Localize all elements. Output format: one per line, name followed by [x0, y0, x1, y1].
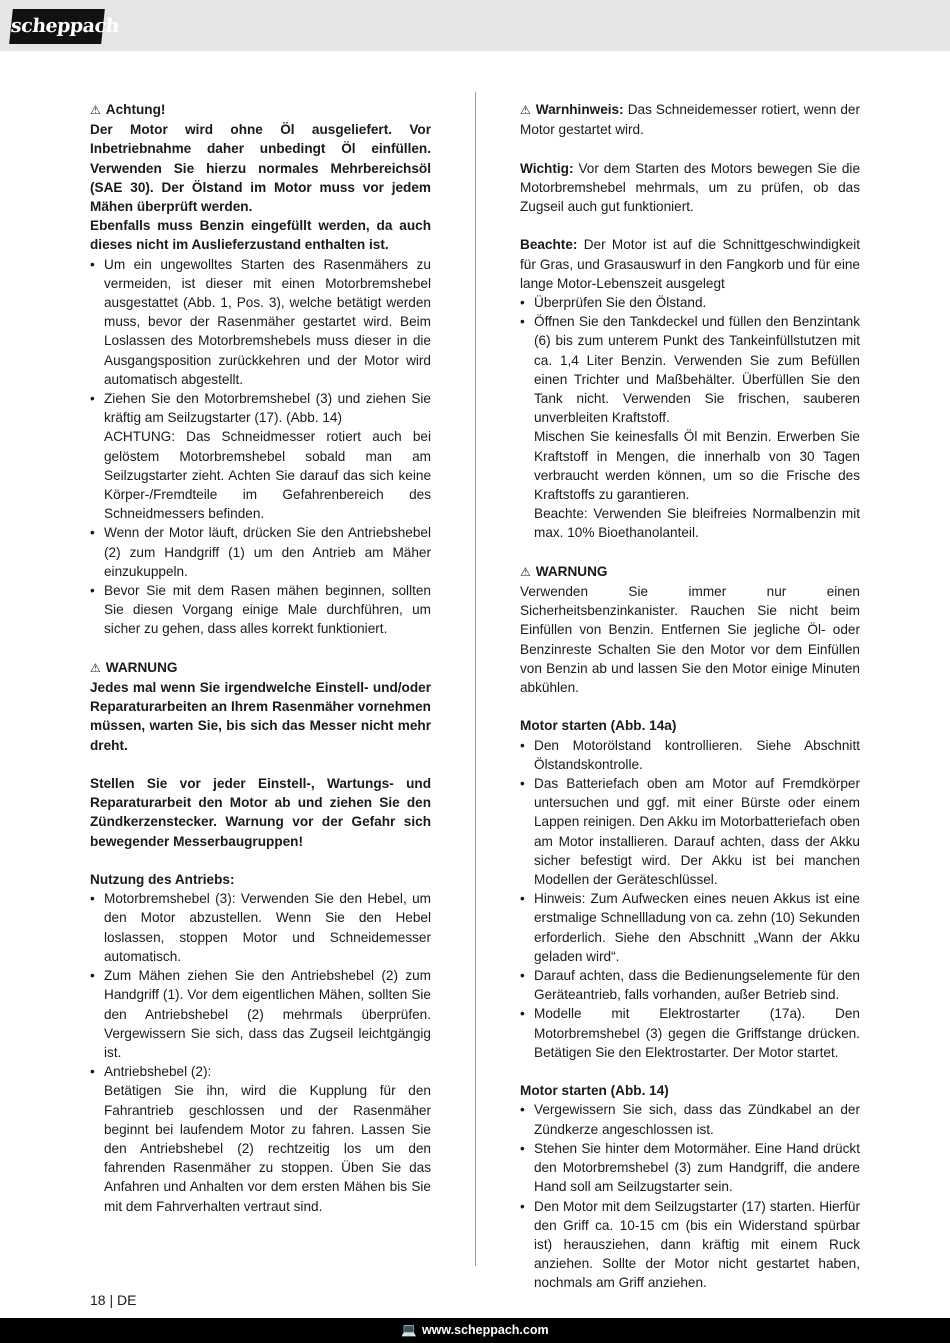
list-item-text: Überprüfen Sie den Ölstand. [534, 295, 707, 310]
list-item [520, 1100, 860, 1138]
antrieb-list [90, 889, 431, 1215]
warnhinweis-text: Das Schneidemesser rotiert, wenn der Motor gestartet wird. [520, 102, 861, 138]
page-number: 18 | DE [90, 1292, 137, 1308]
list-item-text: Zum Mähen ziehen Sie den Antriebshebel (2) zum Handgriff (1). Vor dem eigentlichen Mähen, sollten Sie den Antriebshebel (2) mehrmals überprüfen. Vergewissern Sie sich, dass das Zugseil leichtgängig ist. [104, 968, 431, 1060]
list-item [520, 889, 860, 966]
motor-starten-14a-title: Motor starten (Abb. 14a) [520, 718, 677, 734]
list-item-text: Den Motorölstand kontrollieren. Siehe Abschnitt Ölstandskontrolle. [534, 737, 860, 772]
list-item-text: • Antriebshebel (2): [104, 1064, 212, 1080]
warning-triangle-icon: ⚠ [90, 660, 101, 675]
list-item-text: Modelle mit Elektrostarter (17a). Den Motorbremshebel (3) gegen die Griffstange drücken. Betätigen Sie den Elektrostarter. Der Motor startet. [534, 1006, 860, 1060]
warning-triangle-icon: ⚠ [90, 103, 101, 117]
list-item-text: Den Motor mit dem Seilzugstarter (17) starten. Hierfür den Griff ca. 10-15 cm (bis ein Widerstand spürbar ist) herausziehen, dann kräftig mit einem Ruck anziehen. Sollte der Motor nicht gestartet haben, nochmals am Griff anziehen. [534, 1198, 860, 1291]
list-item [520, 1197, 860, 1293]
list-item-text: Motorbremshebel (3): Verwenden Sie den Hebel, um den Motor abzustellen. Wenn Sie den Hebel loslassen, stoppen Motor und Schneidemesser automatisch. [104, 891, 431, 964]
list-item-text: Darauf achten, dass die Bedienungselemente für den Geräteantrieb, falls vorhanden, außer Betrieb sind. [534, 968, 860, 1003]
list-item-note: ACHTUNG: Das Schneidmesser rotiert auch bei gelöstem Motorbremshebel sobald man am Seilzugstarter zieht. Achten Sie darauf das sich keine Körper-/Fremdteile im Gefahrenbereich des Schneidmessers befinden. [104, 429, 431, 522]
list-item [90, 389, 431, 523]
benzin-text: Ebenfalls muss Benzin eingefüllt werden, da auch dieses nicht im Auslieferzustand enthalten ist. [90, 218, 431, 253]
list-item [520, 293, 860, 312]
list-item-text: Hinweis: Zum Aufwecken eines neuen Akkus ist eine erstmalige Schnellladung von ca. zehn (10) Sekunden erforderlich. Siehe den Abschnitt „Wann der Akku geladen wird“. [534, 891, 860, 964]
list-item [520, 736, 860, 774]
warnung-heading-right [520, 562, 860, 582]
list-item-text: Öffnen Sie den Tankdeckel und füllen den Benzintank (6) bis zum unterem Punkt des Tankeinfüllstutzen mit ca. 1,4 Liter Benzin. Verwenden Sie zum Befüllen einen Trichter und Maßbehälter. Überfüllen Sie den Tank nicht. Verwenden Sie frischen, sauberen unverbleiten Kraftstoff. [534, 314, 860, 426]
list-item [520, 1139, 860, 1197]
column-divider [475, 92, 476, 1266]
list-item-text: Vergewissern Sie sich, dass das Zündkabel an der Zündkerze angeschlossen ist. [534, 1102, 860, 1137]
list-item-note: Betätigen Sie ihn, wird die Kupplung für den Fahrantrieb geschlossen und der Rasenmäher beginnt bei laufendem Motor zu fahren. Lassen Sie den Antriebshebel (2) rechtzeitig los um den fahrenden Rasenmäher zu stoppen. Üben Sie das Anfahren und Anhalten vor dem ersten Mähen bis Sie mit dem Fahrverhalten vertraut sind. [104, 1083, 431, 1214]
header-bar [0, 0, 950, 51]
warnung-heading [90, 658, 431, 678]
list-item-text: Um ein ungewolltes Starten des Rasenmähers zu vermeiden, ist dieser mit einen Motorbremshebel ausgestattet (Abb. 1, Pos. 3), welche betätigt werden muss, bevor der Rasenmäher gestartet wird. Beim Loslassen des Motorbremshebels muss dieser in die Ausgangsposition zurückkehren und der Motor wird automatisch abgestellt. [104, 256, 431, 387]
footer-bar [0, 1318, 950, 1343]
motor-starten-14-list [520, 1100, 860, 1292]
warnung-text-1: Jedes mal wenn Sie irgendwelche Einstell- und/oder Reparaturarbeiten an Ihrem Rasenmäher vornehmen müssen, warten Sie, bis sich das Messer nicht mehr dreht. [90, 680, 431, 753]
warning-triangle-icon: ⚠ [520, 564, 531, 579]
warnung-text-2: Stellen Sie vor jeder Einstell-, Wartungs- und Reparaturarbeit den Motor ab und ziehen Sie den Zündkerzenstecker. Warnung vor der Gefahr sich bewegender Messerbaugruppen! [90, 776, 431, 849]
motor-starten-14a-list [520, 736, 860, 1062]
warnhinweis-paragraph [520, 100, 860, 139]
warning-triangle-icon: ⚠ [520, 103, 531, 117]
list-item [90, 889, 431, 966]
right-column [520, 100, 860, 1293]
list-item [90, 1062, 431, 1216]
warnung-title-right: WARNUNG [535, 563, 608, 579]
start-list [90, 255, 431, 639]
list-item [520, 774, 860, 889]
list-item [520, 966, 860, 1004]
wichtig-paragraph [520, 159, 860, 217]
list-item-text: Wenn der Motor läuft, drücken Sie den Antriebshebel (2) zum Handgriff (1) um den Antrieb am Mäher einzukuppeln. [104, 525, 431, 579]
beachte-text: Der Motor ist auf die Schnittgeschwindigkeit für Gras, und Grasauswurf in den Fangkorb und für eine lange Motor-Lebenszeit ausgelegt [520, 237, 860, 291]
footer-url[interactable]: www.scheppach.com [421, 1323, 549, 1337]
wichtig-label: Wichtig: [520, 160, 574, 176]
wichtig-text: Vor dem Starten des Motors bewegen Sie die Motorbremshebel mehrmals, um zu prüfen, ob das Zugseil auch gut funktioniert. [520, 160, 861, 214]
list-item [520, 1004, 860, 1062]
list-item-text: Bevor Sie mit dem Rasen mähen beginnen, sollten Sie diesen Vorgang einige Male durchführen, um sicher zu gehen, dass alles korrekt funktioniert. [104, 583, 431, 637]
scheppach-logo: scheppach [9, 9, 105, 44]
achtung-text: Der Motor wird ohne Öl ausgeliefert. Vor Inbetriebnahme daher unbedingt Öl einfüllen. Verwenden Sie hierzu normales Mehrbereichsöl (SAE 30). Der Ölstand im Motor muss vor jedem Mähen überprüft werden. [90, 122, 431, 215]
list-item [90, 255, 431, 389]
list-item-text: Ziehen Sie den Motorbremshebel (3) und ziehen Sie kräftig am Seilzugstarter (17). (Abb. 14) [104, 391, 431, 426]
beachte-paragraph [520, 235, 860, 293]
achtung-heading [90, 100, 431, 120]
computer-icon: 💻 [401, 1323, 417, 1337]
list-item [90, 966, 431, 1062]
beachte-label: Beachte: [520, 237, 578, 253]
list-item-note: Mischen Sie keinesfalls Öl mit Benzin. Erwerben Sie Kraftstoff in Mengen, die innerhalb von 30 Tagen verbraucht werden können, um so die Frische des Kraftstoffs zu garantieren. [534, 429, 860, 503]
list-item-note: Beachte: Verwenden Sie bleifreies Normalbenzin mit max. 10% Bioethanolanteil. [534, 506, 860, 541]
warnung-text-right: Verwenden Sie immer nur einen Sicherheitsbenzinkanister. Rauchen Sie nicht beim Einfüllen von Benzin. Entfernen Sie jegliche Öl- oder Benzinreste Schalten Sie den Motor vor dem Einfüllen von Benzin ab und lassen Sie den Motor einige Minuten abkühlen. [520, 584, 860, 696]
list-item-text: Stehen Sie hinter dem Motormäher. Eine Hand drückt den Motorbremshebel (3) zum Handgriff, die andere Hand soll am Seilzugstarter sein. [534, 1140, 860, 1195]
list-item [90, 523, 431, 581]
warnung-title: WARNUNG [105, 659, 178, 675]
left-column [90, 100, 431, 1216]
tank-list [520, 293, 860, 543]
achtung-title: Achtung! [105, 102, 166, 117]
list-item-text: Das Batteriefach oben am Motor auf Fremdkörper untersuchen und ggf. mit einer Bürste oder einem Lappen reinigen. Den Akku im Motorbatteriefach oben am Motor installieren. Darauf achten, dass der Akku sicher befestigt wird. Der Akku ist bei manchen Modellen der Geräteschlüssel. [534, 776, 860, 888]
list-item [90, 581, 431, 639]
list-item [520, 312, 860, 542]
antrieb-title: Nutzung des Antriebs: [90, 872, 235, 888]
warnhinweis-label: Warnhinweis: [535, 102, 624, 117]
motor-starten-14-title: Motor starten (Abb. 14) [520, 1083, 669, 1099]
